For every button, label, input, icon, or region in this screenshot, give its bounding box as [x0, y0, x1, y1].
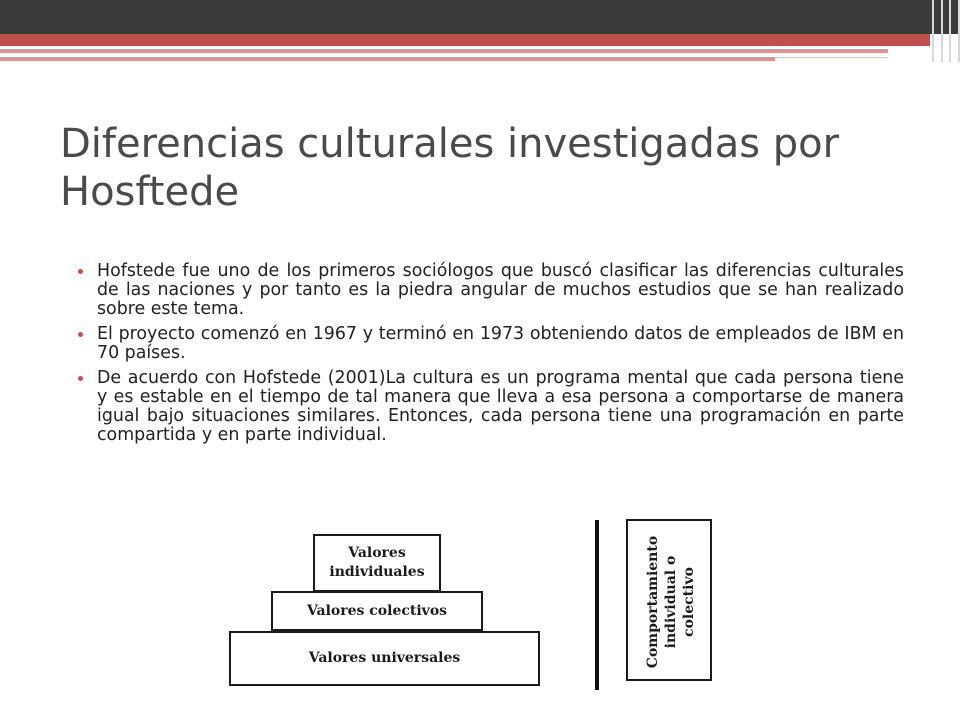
pyramid-middle-label: Valores colectivos [306, 602, 448, 619]
bullet-dot-icon [78, 376, 83, 381]
bullet-dot-icon [78, 269, 83, 274]
pyramid-middle-level [271, 591, 483, 631]
diagram-divider [595, 520, 599, 690]
bullet-item [76, 262, 904, 319]
slide-title: Diferencias culturales investigadas por Hosftede [60, 121, 840, 215]
accent-band [0, 34, 930, 46]
bullet-item [76, 369, 904, 445]
pyramid-base-level [229, 631, 540, 686]
behavior-label: Comportamiento individual o colectivo [645, 535, 697, 669]
bullet-dot-icon [78, 332, 83, 337]
header-bar [0, 0, 960, 34]
behavior-box [626, 519, 712, 681]
accent-line [775, 57, 888, 58]
accent-line [0, 57, 775, 61]
pyramid-top-label: Valores individuales [329, 545, 425, 580]
bullet-item [76, 325, 904, 363]
bullet-list [76, 262, 904, 451]
bullet-text: Hofstede fue uno de los primeros sociólogos que buscó clasificar las diferencias culturales de las naciones y por tanto es la piedra angular de muchos estudios que se han realizado sobre este tema. [97, 261, 904, 319]
header-stripes [932, 0, 960, 62]
accent-line [0, 49, 888, 53]
bullet-text: De acuerdo con Hofstede (2001)La cultura es un programa mental que cada persona tiene y es estable en el tiempo de tal manera que lleva a esa persona a comportarse de manera igual bajo situaciones similares. Entonces, cada persona tiene una programación en parte compartida y en parte individual. [97, 368, 904, 445]
pyramid-base-label: Valores universales [308, 650, 461, 666]
pyramid-top-level [313, 534, 441, 592]
bullet-text: El proyecto comenzó en 1967 y terminó en 1973 obteniendo datos de empleados de IBM en 70 países. [97, 324, 904, 363]
